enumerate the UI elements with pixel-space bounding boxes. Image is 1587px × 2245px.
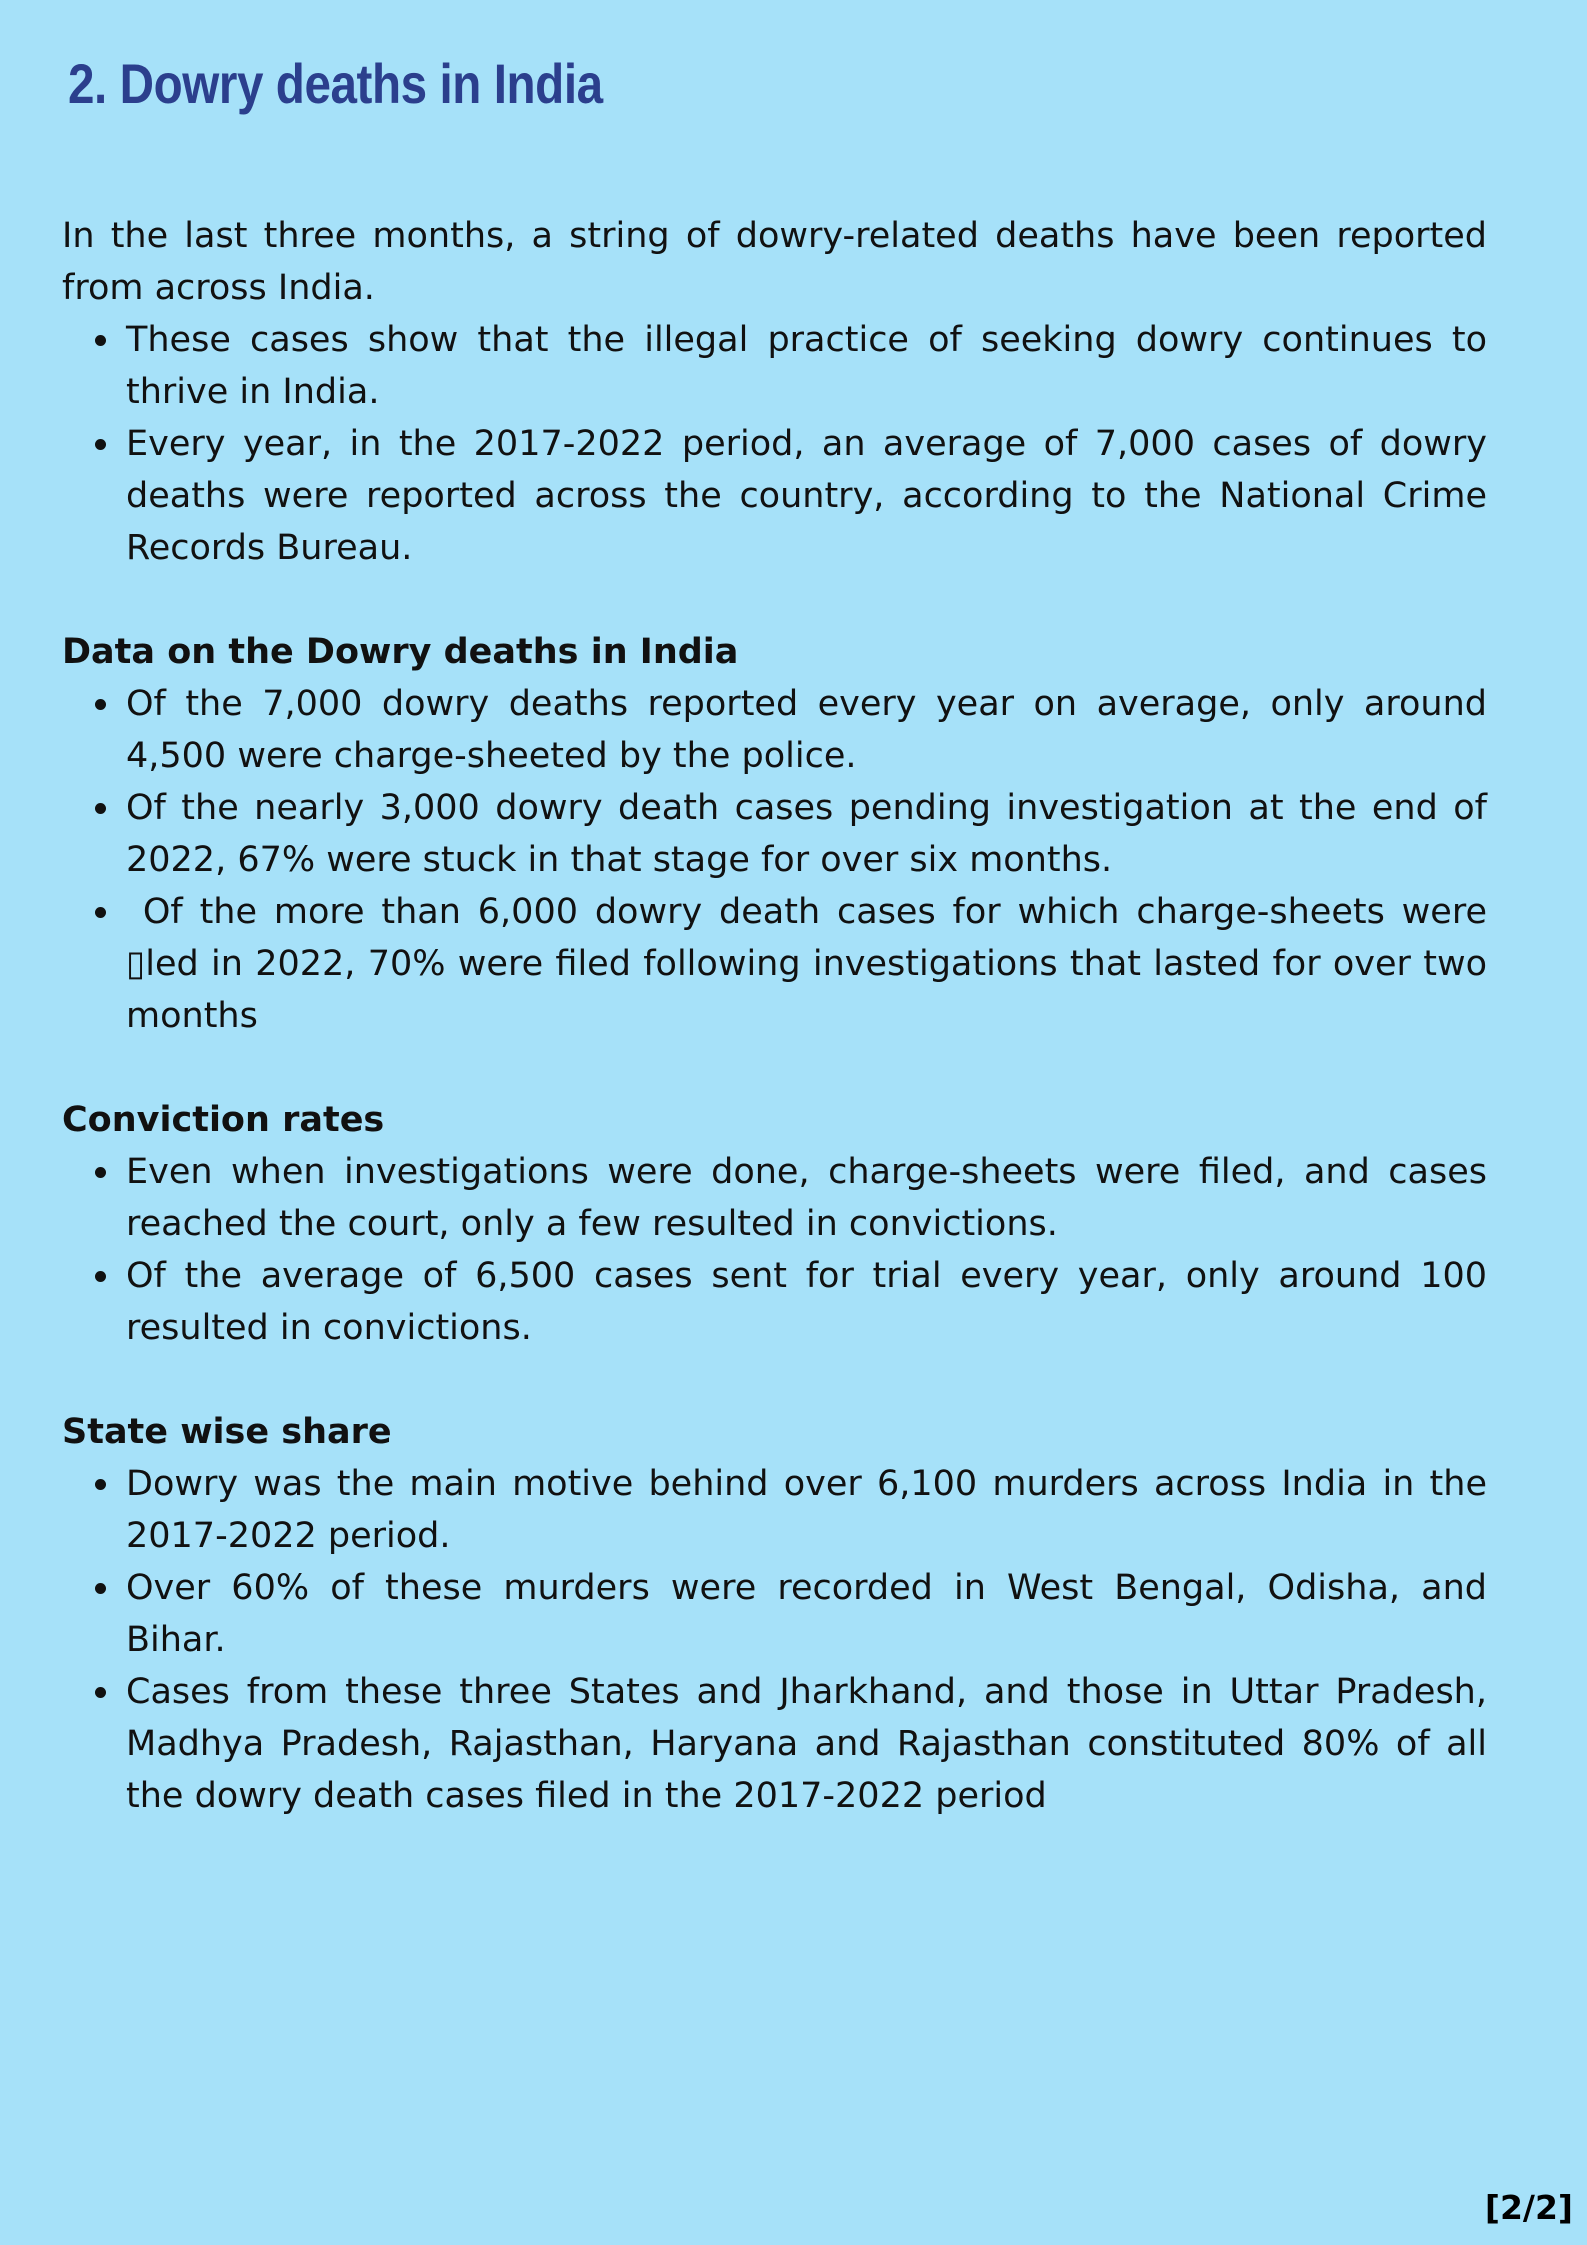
- list-item-text: Of the average of 6,500 cases sent for trial every year, only around 100 resulted in convictions.: [126, 1256, 1487, 1348]
- section-heading-conviction: Conviction rates: [62, 1100, 385, 1140]
- bullet-icon: [95, 1687, 106, 1698]
- document-page: [62, 44, 1499, 1822]
- list-item: [62, 314, 1487, 418]
- list-item: [62, 1562, 1487, 1666]
- list-item: [62, 782, 1487, 886]
- list-item-text: Every year, in the 2017-2022 period, an average of 7,000 cases of dowry deaths were reported across the country, according to the National Crime Records Bureau.: [126, 424, 1487, 568]
- list-item-text: Of the nearly 3,000 dowry death cases pending investigation at the end of 2022, 67% were stuck in that stage for over six months.: [126, 788, 1487, 880]
- bullet-icon: [95, 1271, 106, 1282]
- list-item: [62, 1666, 1487, 1822]
- data-bullet-list: [62, 678, 1499, 1042]
- list-item-text: Of the 7,000 dowry deaths reported every year on average, only around 4,500 were charge-sheeted by the police.: [126, 684, 1487, 776]
- list-item: [62, 886, 1499, 1042]
- list-item-text: Dowry was the main motive behind over 6,100 murders across India in the 2017-2022 period.: [126, 1464, 1487, 1556]
- list-item-text: Over 60% of these murders were recorded in West Bengal, Odisha, and Bihar.: [126, 1568, 1487, 1660]
- list-item: [62, 418, 1487, 574]
- bullet-icon: [95, 699, 106, 710]
- bullet-icon: [95, 1479, 106, 1490]
- section-heading-data: Data on the Dowry deaths in India: [62, 632, 739, 672]
- intro-paragraph: In the last three months, a string of dowry-related deaths have been reported from across India.: [62, 216, 1487, 308]
- page-number: [2/2]: [1484, 2188, 1573, 2227]
- list-item: [62, 678, 1487, 782]
- list-item: [62, 1146, 1487, 1250]
- list-item-text: Even when investigations were done, charge-sheets were filed, and cases reached the court, only a few resulted in convictions.: [126, 1152, 1487, 1244]
- bullet-icon: [95, 335, 106, 346]
- list-item: [62, 1250, 1487, 1354]
- section-spacer: [62, 574, 1487, 626]
- bullet-icon: [95, 907, 106, 918]
- list-item-text: These cases show that the illegal practice of seeking dowry continues to thrive in India.: [126, 320, 1487, 412]
- section-spacer: [62, 1354, 1487, 1406]
- list-item-text: Cases from these three States and Jharkhand, and those in Uttar Pradesh, Madhya Pradesh, Rajasthan, Haryana and Rajasthan constituted 80% of all the dowry death cases filed in the 2017-2022 period: [126, 1672, 1487, 1816]
- list-item: [62, 1458, 1487, 1562]
- section-heading-state: State wise share: [62, 1412, 392, 1452]
- page-title: 2. Dowry deaths in India: [68, 52, 603, 115]
- bullet-icon: [95, 1583, 106, 1594]
- intro-bullet-list: [62, 314, 1487, 574]
- bullet-icon: [95, 439, 106, 450]
- section-spacer: [62, 1042, 1487, 1094]
- conviction-bullet-list: [62, 1146, 1487, 1354]
- list-item-text: Of the more than 6,000 dowry death cases for which charge-sheets were ▯led in 2022, 70% were filed following investigations that lasted for over two months: [126, 892, 1499, 1036]
- bullet-icon: [95, 803, 106, 814]
- bullet-icon: [95, 1167, 106, 1178]
- state-bullet-list: [62, 1458, 1487, 1822]
